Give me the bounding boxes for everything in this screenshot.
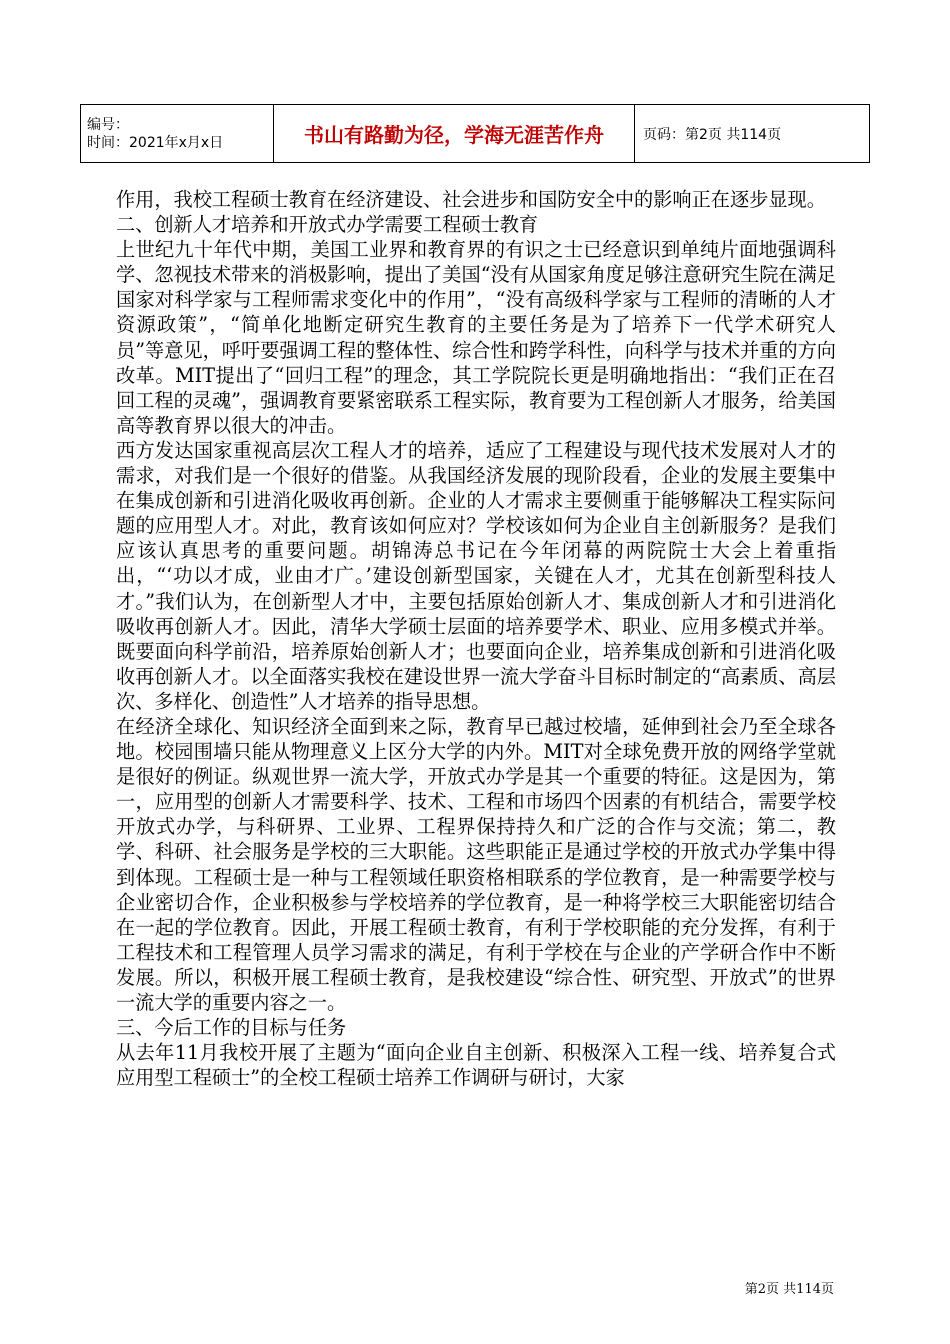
header-motto: 书山有路勤为径，学海无涯苦作舟 [274, 105, 635, 163]
header-meta [81, 105, 274, 163]
paragraph: 在经济全球化、知识经济全面到来之际，教育早已越过校墙，延伸到社会乃至全球各地。校园围墙只能从物理意义上区分大学的内外。MIT对全球免费开放的网络学堂就是很好的例证。纵观世界一流大学，开放式办学是其一个重要的特征。这是因为，第一，应用型的创新人才需要科学、技术、工程和市场四个因素的有机结合，需要学校开放式办学，与科研界、工业界、工程界保持持久和广泛的合作与交流；第二，教学、科研、社会服务是学校的三大职能。这些职能正是通过学校的开放式办学集中得到体现。工程硕士是一种与工程领域任职资格相联系的学位教育，是一种需要学校与企业密切合作，企业积极参与学校培养的学位教育，是一种将学校三大职能密切结合在一起的学位教育。因此，开展工程硕士教育，有利于学校职能的充分发挥，有利于工程技术和工程管理人员学习需求的满足，有利于学校在与企业的产学研合作中不断发展。所以，积极开展工程硕士教育，是我校建设“综合性、研究型、开放式”的世界一流大学的重要内容之一。 [116, 714, 836, 1014]
document-number-label: 编号： [87, 116, 129, 133]
paragraph-continuation: 作用，我校工程硕士教育在经济建设、社会进步和国防安全中的影响正在逐步显现。 [116, 188, 826, 211]
section-heading-3: 三、今后工作的目标与任务 [116, 1016, 347, 1040]
paragraph: 上世纪九十年代中期，美国工业界和教育界的有识之士已经意识到单纯片面地强调科学、忽视技术带来的消极影响，提出了美国“没有从国家角度足够注意研究生院在满足国家对科学家与工程师需求变化中的作用”，“没有高级科学家与工程师的清晰的人才资源政策”，“简单化地断定研究生教育的主要任务是为了培养下一代学术研究人员”等意见，呼吁要强调工程的整体性、综合性和跨学科性，向科学与技术并重的方向改革。MIT提出了“回归工程”的理念，其工学院院长更是明确地指出：“我们正在召回工程的灵魂”，强调教育要紧密联系工程实际，教育要为工程创新人才服务，给美国高等教育界以很大的冲击。 [116, 238, 836, 437]
header-page-info: 页码：第2页 共114页 [635, 105, 870, 163]
paragraph: 从去年11月我校开展了主题为“面向企业自主创新、积极深入工程一线、培养复合式应用型工程硕士”的全校工程硕士培养工作调研与研讨，大家 [116, 1041, 836, 1090]
section-heading-2: 二、创新人才培养和开放式办学需要工程硕士教育 [116, 213, 539, 237]
page-footer: 第2页 共114页 [744, 1282, 834, 1297]
paragraph: 西方发达国家重视高层次工程人才的培养，适应了工程建设与现代技术发展对人才的需求，对我们是一个很好的借鉴。从我国经济发展的现阶段看，企业的发展主要集中在集成创新和引进消化吸收再创新。企业的人才需求主要侧重于能够解决工程实际问题的应用型人才。对此，教育该如何应对？学校该如何为企业自主创新服务？是我们应该认真思考的重要问题。胡锦涛总书记在今年闭幕的两院院士大会上着重指出，“‘功以才成，业由才广。’建设创新型国家，关键在人才，尤其在创新型科技人才。”我们认为，在创新型人才中，主要包括原始创新人才、集成创新人才和引进消化吸收再创新人才。因此，清华大学硕士层面的培养要学术、职业、应用多模式并举。既要面向科学前沿，培养原始创新人才；也要面向企业，培养集成创新和引进消化吸收再创新人才。以全面落实我校在建设世界一流大学奋斗目标时制定的“高素质、高层次、多样化、创造性”人才培养的指导思想。 [116, 438, 836, 713]
page-header [80, 104, 870, 163]
document-date: 时间：2021年x月x日 [87, 134, 224, 151]
document-body [116, 187, 836, 1090]
